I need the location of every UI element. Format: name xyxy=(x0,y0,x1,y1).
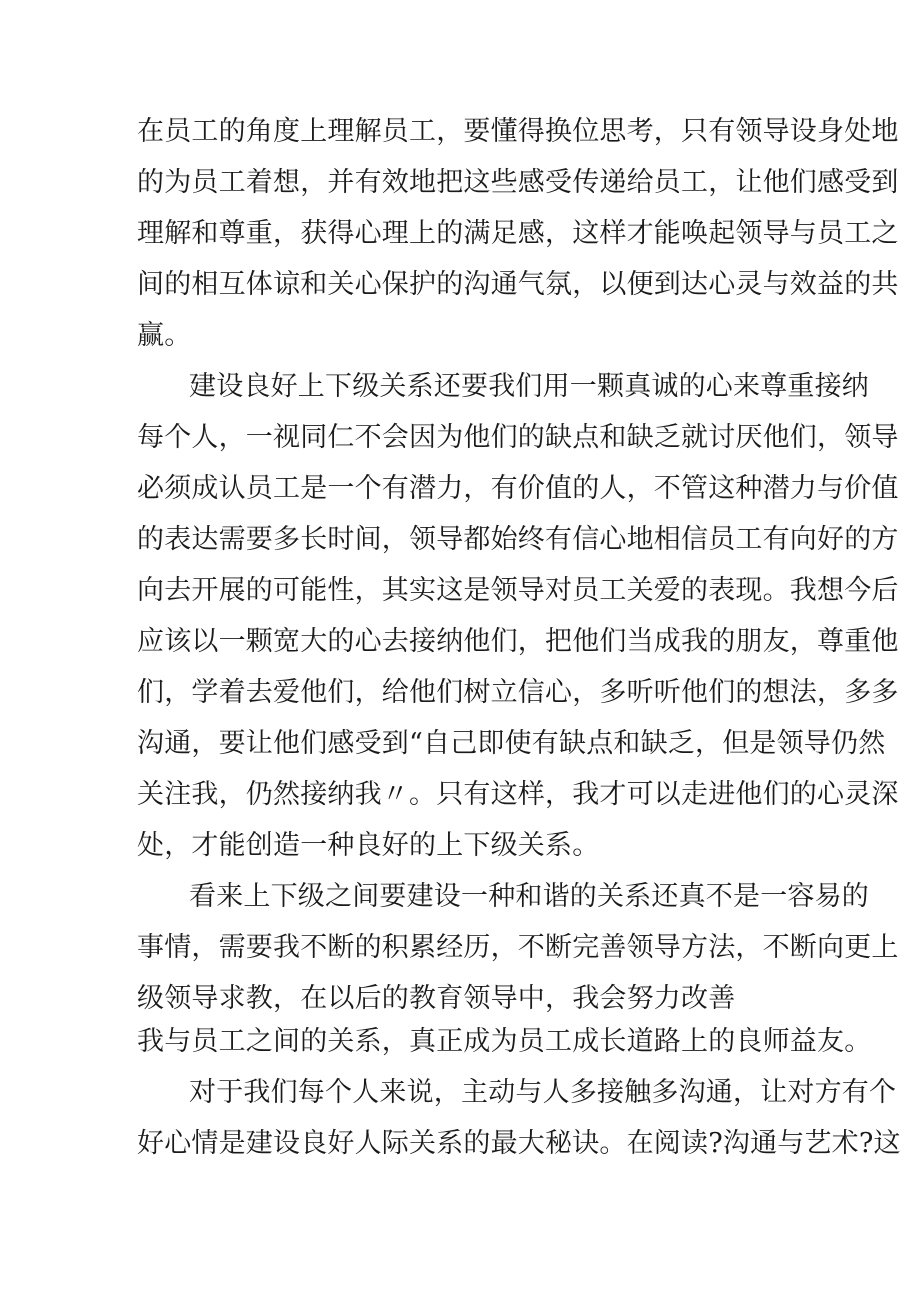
text-line: 应该以一颗宽大的心去接纳他们，把他们当成我的朋友，尊重他 xyxy=(137,626,899,657)
text-line: 处，才能创造一种良好的上下级关系。 xyxy=(137,830,600,861)
text-line: 们，学着去爱他们，给他们树立信心，多听听他们的想法，多多 xyxy=(137,677,899,708)
paragraph-first-line: 建设良好上下级关系还要我们用一颗真诚的心来尊重接纳 xyxy=(189,371,869,402)
text-line: 在员工的角度上理解员工，要懂得换位思考，只有领导设身处地 xyxy=(137,116,899,147)
text-line: 的为员工着想，并有效地把这些感受传递给员工，让他们感受到 xyxy=(137,167,899,198)
text-line: 理解和尊重，获得心理上的满足感，这样才能唤起领导与员工之 xyxy=(137,218,899,249)
text-line: 向去开展的可能性，其实这是领导对员工关爱的表现。我想今后 xyxy=(137,575,899,606)
text-line: 的表达需要多长时间，领导都始终有信心地相信员工有向好的方 xyxy=(137,524,899,555)
paragraph-first-line: 看来上下级之间要建设一种和谐的关系还真不是一容易的 xyxy=(189,881,869,912)
text-line: 每个人，一视同仁不会因为他们的缺点和缺乏就讨厌他们，领导 xyxy=(137,422,899,453)
text-line: 间的相互体谅和关心保护的沟通气氛，以便到达心灵与效益的共 xyxy=(137,269,899,300)
text-line: 必须成认员工是一个有潜力，有价值的人，不管这种潜力与价值 xyxy=(137,473,899,504)
text-line: 我与员工之间的关系，真正成为员工成长道路上的良师益友。 xyxy=(137,1026,872,1057)
text-line: 好心情是建设良好人际关系的最大秘诀。在阅读?沟通与艺术?这 xyxy=(137,1128,901,1159)
text-line: 赢。 xyxy=(137,320,192,351)
paragraph-first-line: 对于我们每个人来说，主动与人多接触多沟通，让对方有个 xyxy=(189,1077,897,1108)
text-line: 事情，需要我不断的积累经历，不断完善领导方法，不断向更上 xyxy=(137,932,899,963)
text-line: 关注我，仍然接纳我〃。只有这样，我才可以走进他们的心灵深 xyxy=(137,779,899,810)
text-line: 级领导求教，在以后的教育领导中，我会努力改善 xyxy=(137,983,736,1014)
text-line: 沟通，要让他们感受到“自己即使有缺点和缺乏，但是领导仍然 xyxy=(137,728,886,759)
